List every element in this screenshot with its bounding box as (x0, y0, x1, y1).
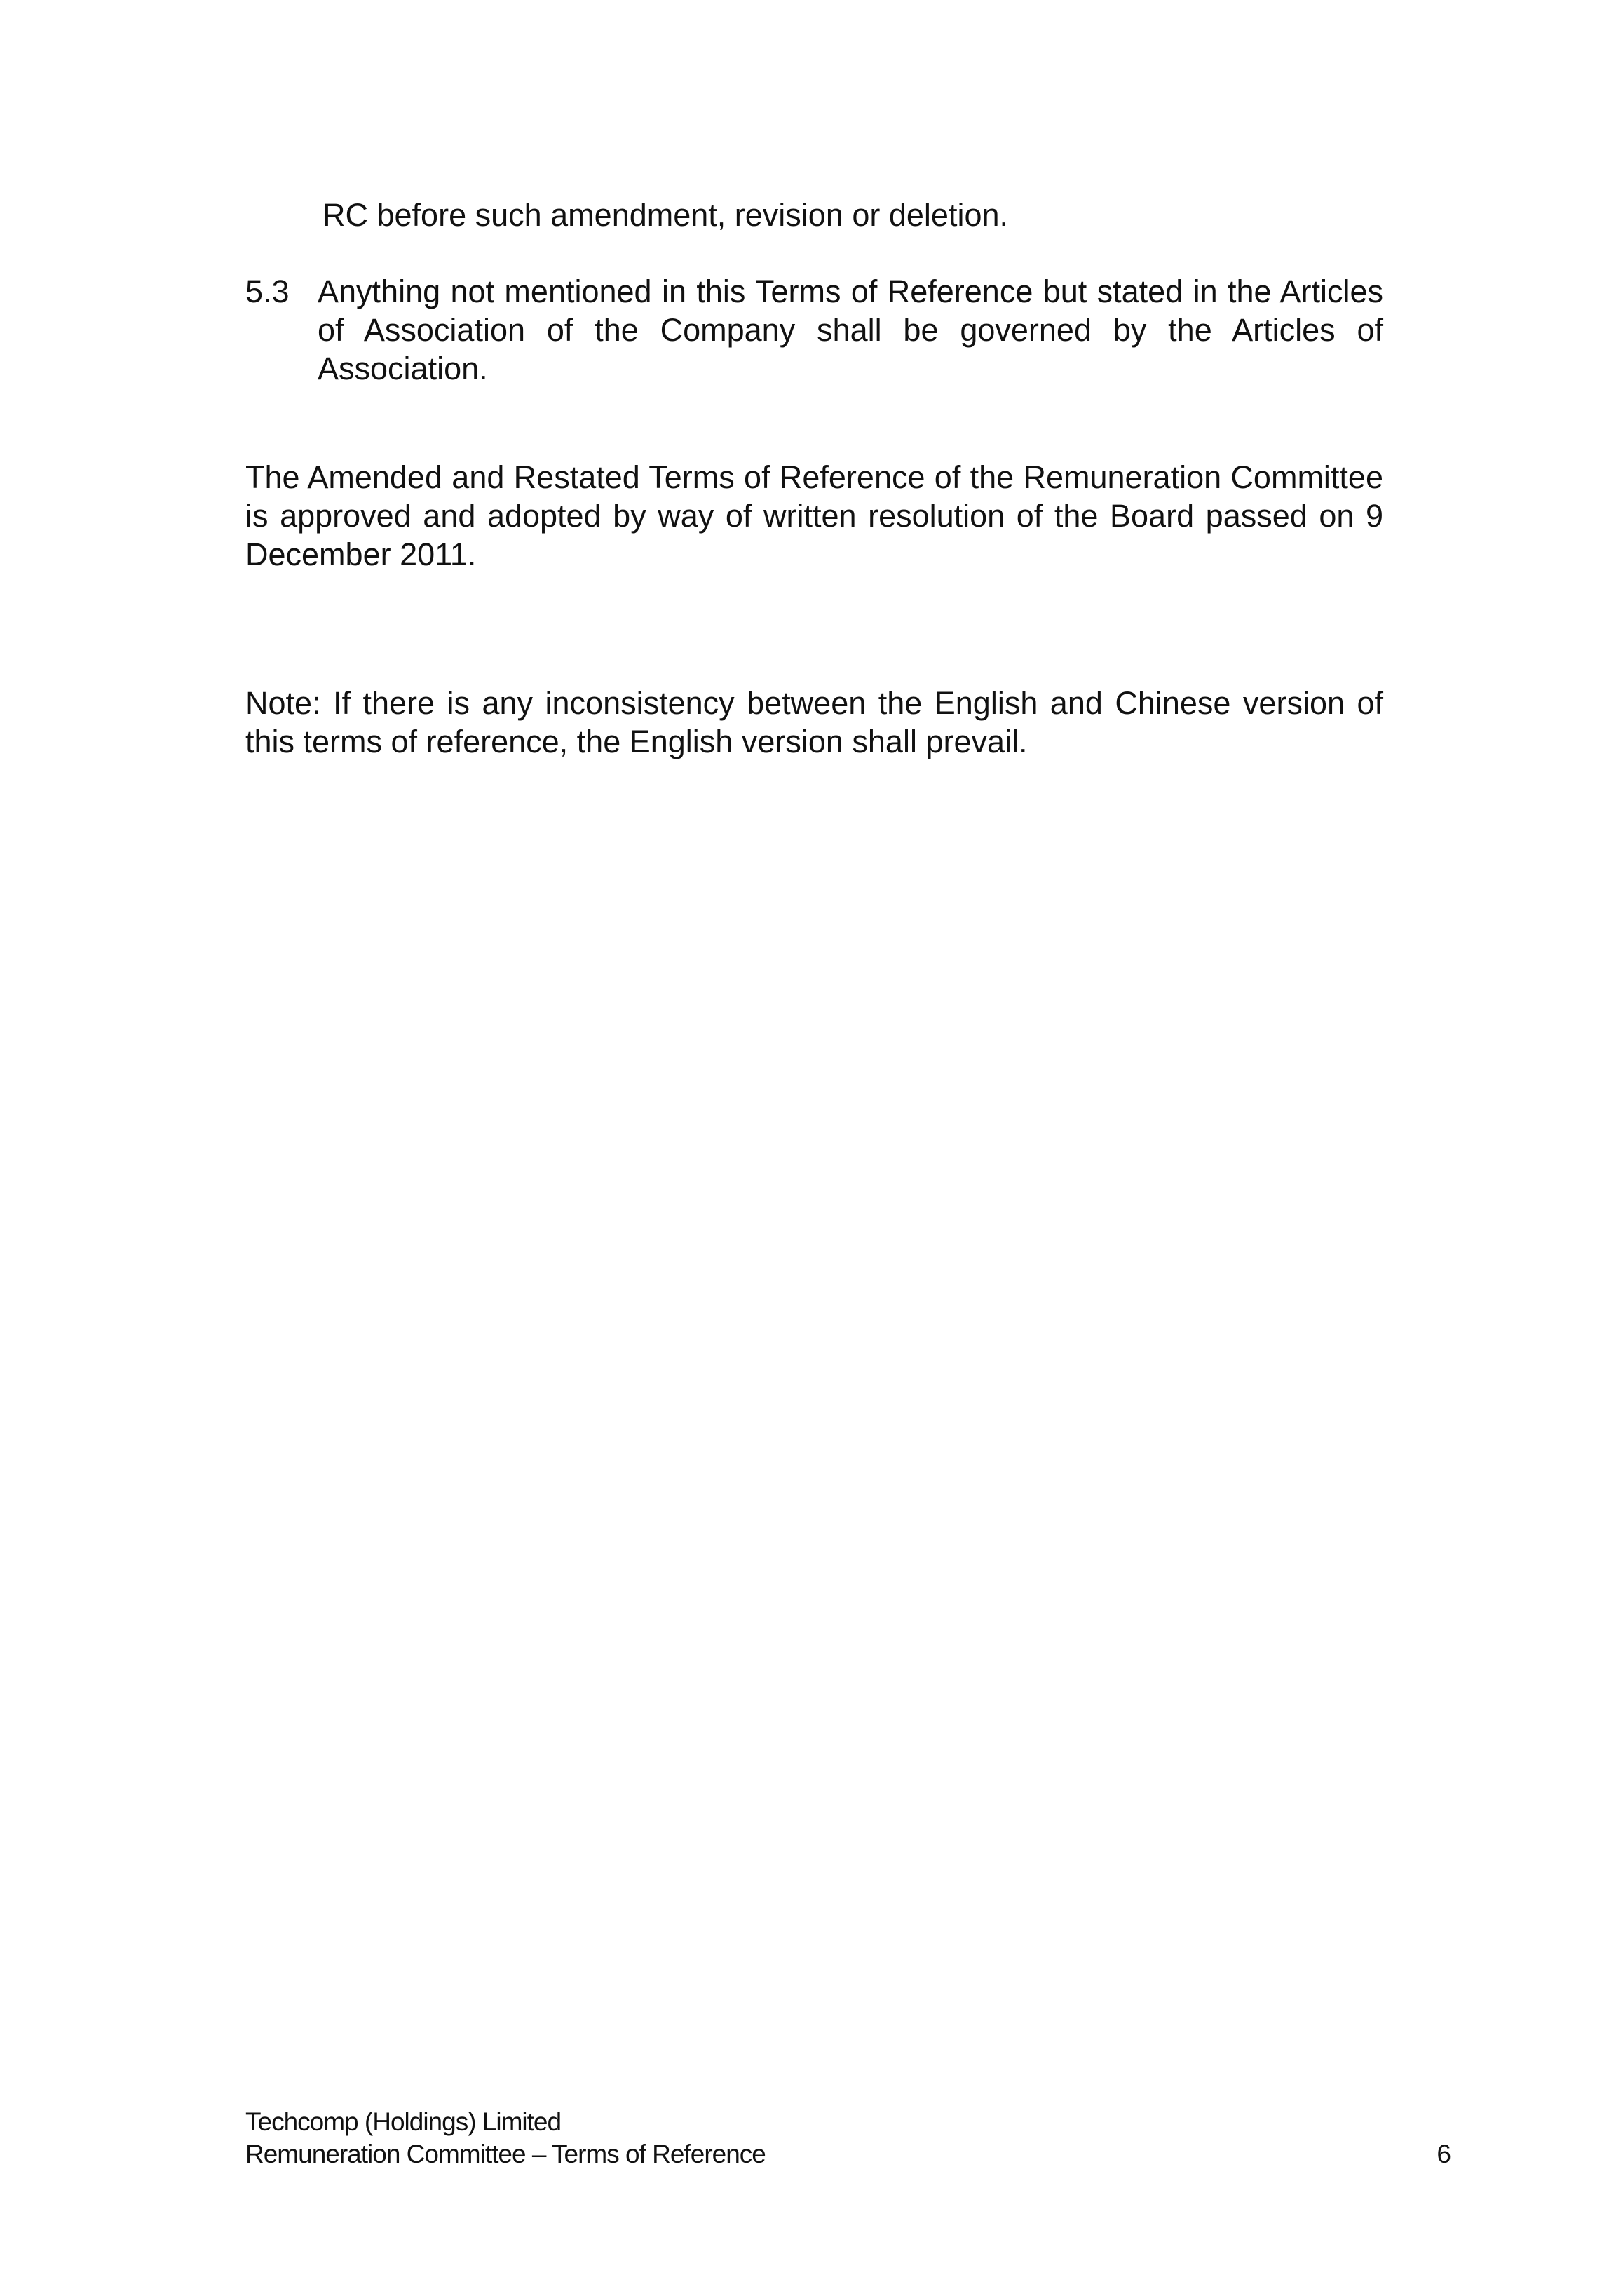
clause-text: Anything not mentioned in this Terms of Reference but stated in the Articles of Association of the Company shall be governed by the Articles of Association. (318, 274, 1383, 386)
clause-number: 5.3 (245, 274, 290, 309)
approval-paragraph: The Amended and Restated Terms of Reference of the Remuneration Committee is approved and adopted by way of written resolution of the Board passed on 9 December 2011. (245, 459, 1383, 572)
footer-document-title: Remuneration Committee – Terms of Reference (245, 2140, 766, 2168)
page-number: 6 (1437, 2140, 1451, 2168)
footer-company: Techcomp (Holdings) Limited (245, 2107, 562, 2136)
note-paragraph: Note: If there is any inconsistency between the English and Chinese version of this terms of reference, the English version shall prevail. (245, 685, 1383, 759)
clause-5-3 (245, 272, 1383, 388)
page-footer (245, 2106, 1451, 2170)
continuation-line: RC before such amendment, revision or deletion. (322, 197, 1009, 233)
